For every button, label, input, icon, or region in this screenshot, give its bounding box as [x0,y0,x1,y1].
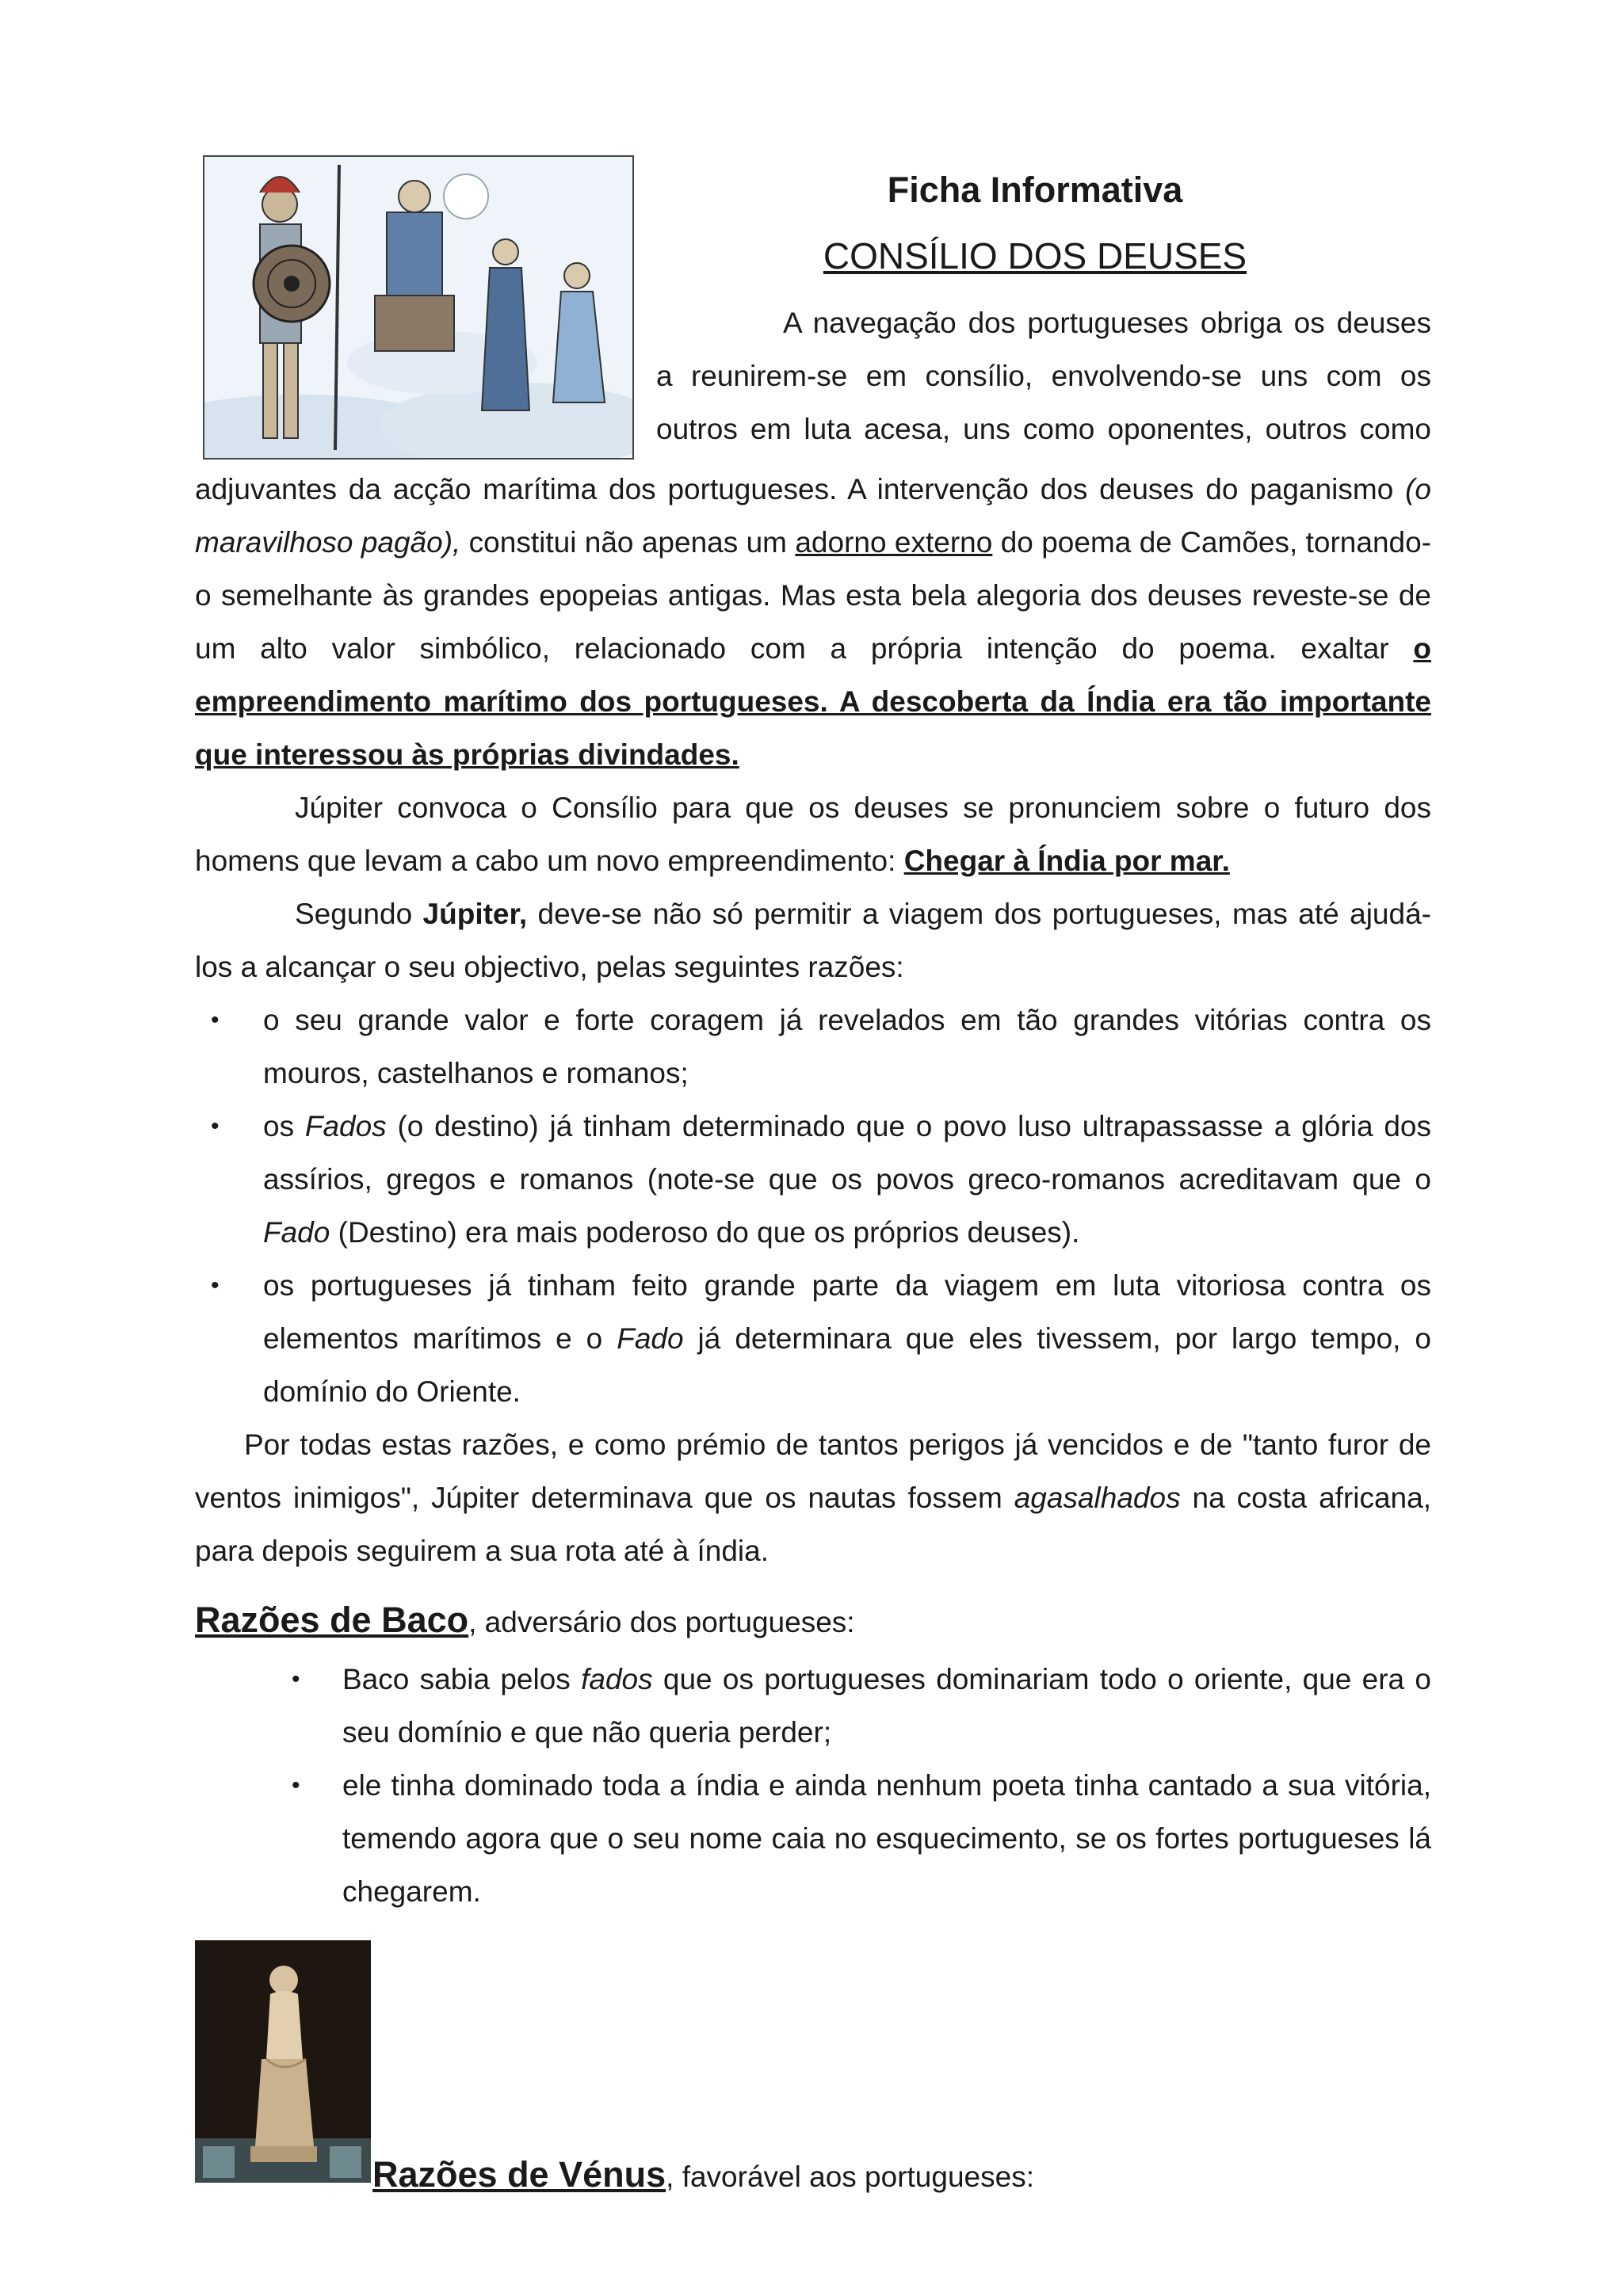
text-run: constitui não apenas um [460,526,796,559]
jupiter-reasons-paragraph [195,887,1431,994]
text-run: Júpiter convoca o Consílio para que os deuses se pronunciem sobre o futuro dos homens que levam a cabo um novo empreendimento: [195,791,1431,877]
jupiter-reasons-list [195,994,1431,1418]
text-run-bold: Júpiter, [422,898,528,930]
text-run-italic: Fados [304,1110,387,1142]
venus-heading-row [372,2154,1034,2195]
venus-statue-photo [195,1940,371,2183]
text-run: Por todas estas razões, e como prémio de tantos perigos já vencidos e de "tanto furor de ventos inimigos", Júpiter determinava que os nautas fossem [195,1428,1431,1514]
intro-wrapped-lines [656,296,1431,456]
text-run: Baco sabia pelos [342,1663,582,1695]
list-item [195,1653,1431,1759]
text-run-italic: agasalhados [1014,1482,1181,1514]
baco-reasons-list [195,1653,1431,1918]
text-run: ele tinha dominado toda a índia e ainda nenhum poeta tinha cantado a sua vitória, temendo agora que o seu nome caia no esquecimento, se os fortes portugueses lá chegarem. [342,1769,1431,1908]
document-page [195,155,1432,2195]
text-run: o seu grande valor e forte coragem já revelados em tão grandes vitórias contra os mouros, castelhanos e romanos; [263,1004,1431,1089]
venus-section [195,1940,1431,2195]
intro-line: outros em luta acesa, uns como oponentes, outros como [656,413,1431,445]
text-run: Segundo [295,898,423,930]
text-run-italic: fados [581,1663,653,1695]
text-run: adjuvantes da acção marítima dos portugueses. A intervenção dos deuses do paganismo [195,473,1406,505]
header-block [195,155,1431,472]
intro-line: A navegação dos portugueses obriga os deuses [783,307,1431,339]
venus-heading: Razões de Vénus [372,2154,666,2195]
text-run-italic: (o maravilhoso pagão), [195,473,1431,559]
list-item [195,1100,1431,1259]
conclusion-paragraph [195,1418,1431,1577]
baco-heading-rest: , adversário dos portugueses: [468,1606,855,1638]
council-of-gods-illustration [203,155,634,460]
list-item [195,1259,1431,1418]
intro-paragraph [195,463,1431,781]
text-run-italic: Fado [617,1322,684,1355]
text-run: que os portugueses dominariam todo o oriente, que era o seu domínio e que não queria perder; [342,1663,1431,1749]
bullet-icon: • [211,1272,220,1299]
list-item [195,1759,1431,1918]
text-run: já determinara que eles tivessem, por largo tempo, o domínio do Oriente. [263,1322,1431,1408]
jupiter-council-paragraph [195,781,1431,887]
text-run: (Destino) era mais poderoso do que os próprios deuses). [330,1216,1080,1249]
bullet-icon: • [211,1007,220,1033]
text-run-underlined: adorno externo [795,526,993,559]
text-run: os portugueses já tinham feito grande parte da viagem em luta vitoriosa contra os elementos marítimos e o [263,1269,1431,1355]
list-item [195,994,1431,1100]
bullet-icon: • [292,1666,300,1692]
text-run-italic: Fado [263,1216,330,1249]
text-run-bold-underlined: Chegar à Índia por mar. [903,845,1230,877]
venus-heading-rest: , favorável aos portugueses: [666,2161,1034,2193]
bullet-icon: • [292,1772,300,1798]
intro-line: a reunirem-se em consílio, envolvendo-se uns com os [656,360,1431,392]
text-run: os [263,1110,305,1142]
text-run: deve-se não só permitir a viagem dos portugueses, mas até ajudá-los a alcançar o seu objectivo, pelas seguintes razões: [195,898,1431,983]
document-title: Ficha Informativa [887,170,1183,210]
text-run: do poema de Camões, tornando-o semelhante às grandes epopeias antigas. Mas esta bela alegoria dos deuses reveste-se de um alto valor simbólico, relacionado com a própria intenção do poema. exaltar [195,526,1431,665]
text-run: (o destino) já tinham determinado que o povo luso ultrapassasse a glória dos assírios, gregos e romanos (note-se que os povos greco-romanos acreditavam que o [263,1110,1432,1196]
bullet-icon: • [211,1113,220,1139]
baco-heading-row [195,1593,1431,1646]
text-run: na costa africana, para depois seguirem a sua rota até à índia. [195,1482,1431,1567]
text-run-bold-underlined: o empreendimento marítimo dos portugueses. A descoberta da Índia era tão importante que interessou às próprias divindades. [195,632,1431,771]
document-subtitle: CONSÍLIO DOS DEUSES [823,235,1247,277]
baco-heading: Razões de Baco [195,1600,469,1640]
